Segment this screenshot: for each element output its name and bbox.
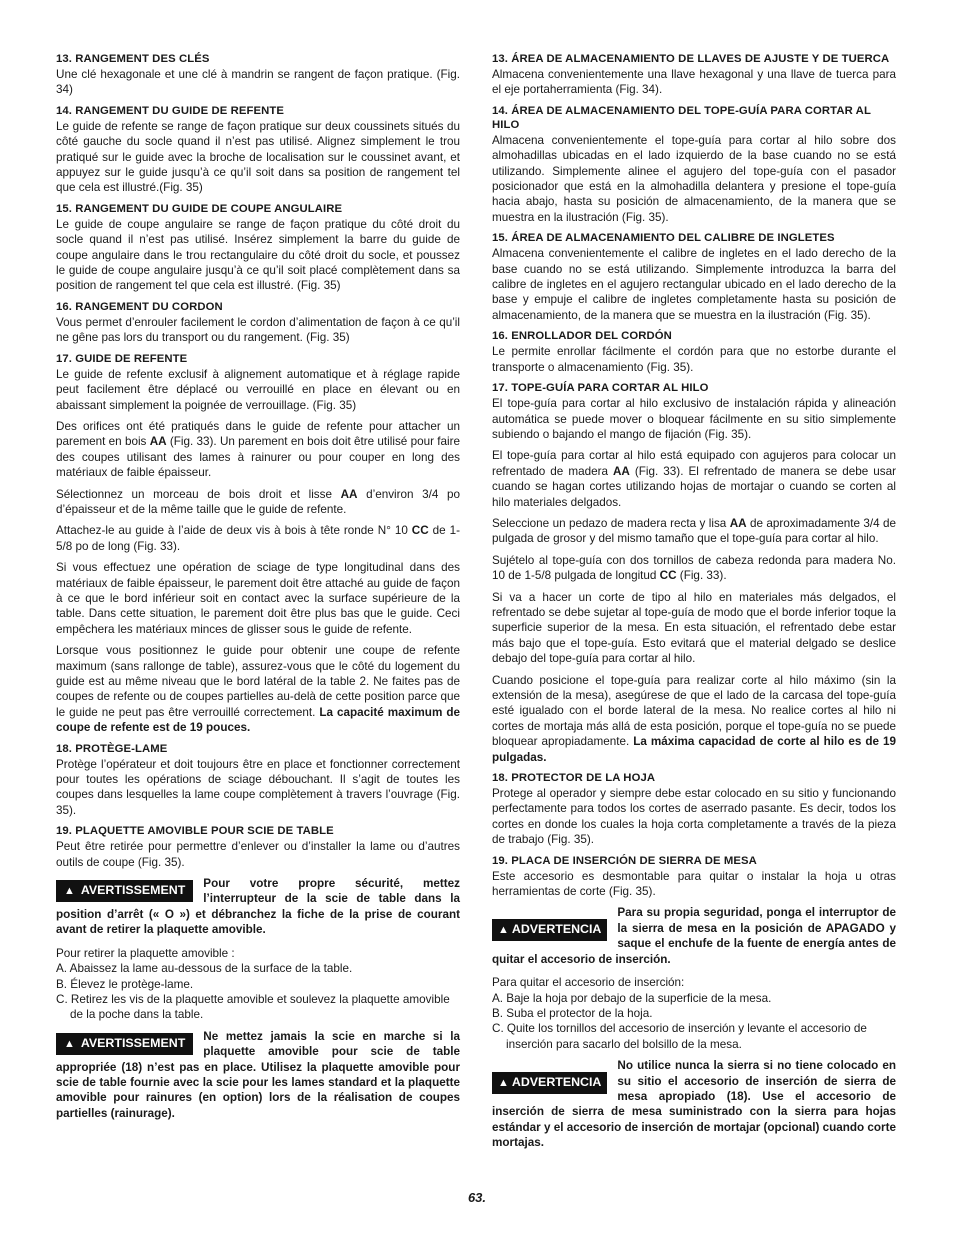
text-run: d’environ 3/4 po d’épaisseur et de la même taille que le guide de refente. [56,487,460,516]
fr-paragraph: Le guide de coupe angulaire se range de façon pratique du côté droit du socle quand il n’est pas utilisé. Insérez simplement la barre du guide de coupe angulaire dans le trou rectangulaire du côté droit du socle, et poussez le guide de coupe angulaire jusqu’à ce qu’il soit placé complètement dans sa position de rangement tel que cela est illustré. (Fig. 35) [56,217,460,293]
part-ref: AA [340,487,358,501]
es-section-16 [492,329,896,375]
warning-text: No utilice nunca la sierra si no tiene colocado en su sitio el accesorio de inserción de sierra de mesa apropiado (18). Use el accesorio de inserción de sierra de mesa suministrado con la sierra para hojas estándar y el accesorio de inserción de mortajar (opcional) cuando corte mortajas. [492,1059,896,1150]
es-heading-15: 15. ÁREA DE ALMACENAMIENTO DEL CALIBRE DE INGLETES [492,232,835,245]
es-steps-intro: Para quitar el accesorio de inserción: [492,976,685,990]
fr-heading-16: 16. RANGEMENT DU CORDON [56,300,223,313]
fr-warning-1 [56,876,460,938]
es-warning-1 [492,905,896,967]
es-paragraph: Almacena convenientemente una llave hexagonal y una llave de tuerca para el eje portaherramienta (Fig. 34). [492,68,896,97]
warning-text: Ne mettez jamais la scie en marche si la plaquette amovible pour scie de table appropriée (18) n’est pas en place. Utilisez la plaquette amovible pour scie de table fournie avec la scie pour les lames standard et la plaquette amovible pour rainures (en option) lors de la réalisation de coupes partielles (rainurage). [56,1029,460,1120]
text-run: Cuando posicione el tope-guía para realizar corte al hilo máximo (sin la extensión de la mesa), asegúrese de que el lado de la carcasa del tope-guía esté igualado con el borde lateral de la mesa. No realice cortes al hilo ni cortes de mortaja más allá de esta posición, porque el tope-guía no se puede bloquear apropiadamente. [492,673,896,749]
part-ref: CC [659,569,677,583]
list-item: B. Élevez le protège-lame. [56,977,194,991]
es-paragraph [492,553,896,584]
fr-heading-14: 14. RANGEMENT DU GUIDE DE REFENTE [56,104,285,117]
text-run: de 1-5/8 po de long (Fig. 33). [56,524,460,553]
text-run: Lorsque vous positionnez le guide pour obtenir une coupe de refente maximum (sans rallonge de table), assurez-vous que le côté du logement du guide est au même niveau que le bord latéral de la table 2. Ne faites pas de coupes de refente ou de coupes partielles au-delà de cette position parce que le guide ne peut pas être verrouillé correctement. [56,644,460,719]
es-paragraph: Protege al operador y siempre debe estar colocado en su sitio y funcionando perfectamente para todos los cortes de aserrado pasante. Es decir, todos los cortes en donde los cuales la hoja corta completamente a través de la pieza de trabajo (Fig. 35). [492,787,896,847]
fr-heading-15: 15. RANGEMENT DU GUIDE DE COUPE ANGULAIRE [56,202,343,215]
es-warning-2 [492,1058,896,1150]
bold-run: La máxima capacidad de corte al hilo es de 19 pulgadas. [492,735,896,764]
es-heading-18: 18. PROTECTOR DE LA HOJA [492,772,656,785]
es-section-19 [492,854,896,1151]
part-ref: CC [411,524,429,538]
es-heading-19: 19. PLACA DE INSERCIÓN DE SIERRA DE MESA [492,854,757,867]
text-run: (Fig. 33). [676,569,727,583]
es-heading-17: 17. TOPE-GUÍA PARA CORTAR AL HILO [492,382,709,395]
fr-paragraph: Protège l’opérateur et doit toujours être en place et fonctionner correctement pour toutes les opérations de sciage débouchant. Il s’agit de toutes les coupes dans lesquelles la lame coupe complètement à travers l’ouvrage (Fig. 35). [56,757,460,817]
text-run: Attachez-le au guide à l’aide de deux vis à bois à tête ronde N° 10 [56,524,412,538]
warning-label: ADVERTENCIA [511,922,602,937]
list-item: C. Quite los tornillos del accesorio de inserción y levante el accesorio de inserción para sacarlo del bolsillo de la mesa. [492,1022,867,1051]
es-heading-13: 13. ÁREA DE ALMACENAMIENTO DE LLAVES DE AJUSTE Y DE TUERCA [492,53,890,65]
warning-badge [492,1072,607,1094]
es-heading-16: 16. ENROLLADOR DEL CORDÓN [492,330,672,343]
part-ref: AA [149,435,167,449]
es-paragraph: Almacena convenientemente el calibre de ingletes en el lado derecho de la base cuando no se está utilizando. Simplemente introduzca la barra del calibre de ingletes en el agujero rectangular ubicado en el lado derecho de la base y empuje el calibre de ingletes completamente hasta su posición de almacenamiento, de la manera que se muestra en la ilustración (Fig. 35). [492,247,896,322]
es-paragraph: Le permite enrollar fácilmente el cordón para que no estorbe durante el transporte o almacenamiento (Fig. 35). [492,345,896,374]
fr-section-17 [56,352,460,736]
es-section-18 [492,771,896,848]
fr-heading-18: 18. PROTÈGE-LAME [56,742,168,755]
text-run: de aproximadamente 3/4 de pulgada de grosor y del mismo tamaño que el tope-guía para cortar al hilo. [492,516,896,546]
es-paragraph [492,516,896,547]
warning-triangle-icon: ▲ [64,1037,75,1050]
fr-warning-2 [56,1029,460,1121]
warning-badge [56,880,193,902]
es-section-17 [492,381,896,765]
es-section-14 [492,104,896,225]
es-section-13 [492,52,896,98]
list-item: A. Abaissez la lame au-dessous de la surface de la table. [56,962,353,976]
text-run: El tope-guía para cortar al hilo está equipado con agujeros para colocar un refrentado de madera [492,449,896,478]
warning-label: AVERTISSEMENT [80,1035,186,1050]
warning-triangle-icon: ▲ [498,924,509,937]
fr-paragraph: Le guide de refente exclusif à alignement automatique et à réglage rapide peut facilement être déplacé ou verrouillé en place en élevant ou en abaissant simplement la poignée de verrouillage. (Fig. 35) [56,367,460,412]
part-ref: AA [612,464,630,478]
es-paragraph: Este accesorio es desmontable para quitar o instalar la hoja u otras herramientas de corte (Fig. 35). [492,869,896,899]
page-number: 63. [467,1190,487,1205]
fr-section-15 [56,202,460,294]
text-run: Sélectionnez un morceau de bois droit et lisse [56,487,341,501]
fr-section-19 [56,824,460,1121]
es-paragraph: Si va a hacer un corte de tipo al hilo en materiales más delgados, el refrentado se debe sujetar al tope-guía de modo que el borde inferior toque la superficie superior de la mesa. En esta situación, el refrentado debe estar más bajo que el tope-guía. Esto evitará que el material delgado se deslice debajo del tope-guía para cortar al hilo. [492,590,896,666]
warning-label: ADVERTENCIA [511,1075,602,1090]
spanish-column [492,52,896,1159]
fr-heading-13: 13. RANGEMENT DES CLÉS [56,53,210,65]
french-column [56,52,460,1129]
fr-steps-intro: Pour retirer la plaquette amovible : [56,946,235,960]
fr-paragraph [56,523,460,554]
text-run: (Fig. 33). El refrentado de manera se debe usar cuando se hagan cortes utilizando hojas de mortajar o cuando se corten al hilo materiales delgados. [492,464,896,509]
warning-label: AVERTISSEMENT [80,883,186,898]
fr-paragraph [56,643,460,735]
fr-paragraph [56,487,460,518]
fr-paragraph: Vous permet d’enrouler facilement le cordon d’alimentation de façon à ce qu’il ne gêne pas lors du transport ou du rangement. (Fig. 35) [56,315,460,345]
warning-triangle-icon: ▲ [498,1077,509,1090]
warning-badge [492,919,607,941]
fr-section-18 [56,742,460,819]
text-run: Des orifices ont été pratiqués dans le guide de refente pour attacher un parement en bois [56,419,460,449]
fr-heading-17: 17. GUIDE DE REFENTE [56,352,188,365]
warning-badge [56,1033,193,1055]
list-item: B. Suba el protector de la hoja. [492,1006,653,1020]
fr-paragraph: Si vous effectuez une opération de sciage de type longitudinal dans des matériaux de faible épaisseur, le parement doit être attaché au guide de façon à ce que le bord inférieur soit en contact avec la surface supérieure de la table. Dans cette situation, le parement doit être plus bas que le guide. Ceci empêchera les matériaux minces de glisser sous le guide de refente. [56,561,460,636]
text-run: Seleccione un pedazo de madera recta y lisa [492,516,730,530]
es-paragraph: El tope-guía para cortar al hilo exclusivo de instalación rápida y alineación automática se puede mover o bloquear fácilmente en su sitio simplemente subiendo o bajando el mango de fijación (Fig. 35). [492,397,896,441]
es-paragraph [492,448,896,510]
es-paragraph: Almacena convenientemente el tope-guía para cortar al hilo sobre dos almohadillas ubicadas en el lado izquierdo de la base cuando no se está utilizando. Simplemente alinee el agujero del tope-guía con el pasador posicionador que está en la almohadilla delantera y presione el tope-guía hacia abajo, hasta su posición de almacenamiento, de la manera que se muestra en la ilustración (Fig. 35). [492,133,896,224]
es-heading-14: 14. ÁREA DE ALMACENAMIENTO DEL TOPE-GUÍA PARA CORTAR AL HILO [492,104,871,131]
warning-triangle-icon: ▲ [64,885,75,898]
text-run: (Fig. 33). Un parement en bois doit être utilisé pour faire des coupes utilisant des lames à rainurer ou pour couper en long des matériaux de faible épaisseur. [56,435,461,480]
list-item: C. Retirez les vis de la plaquette amovible et soulevez la plaquette amovible de la poche dans la table. [56,992,450,1022]
part-ref: AA [729,516,747,530]
list-item: A. Baje la hoja por debajo de la superficie de la mesa. [492,991,772,1005]
fr-section-13 [56,52,460,98]
text-run: Sujételo al tope-guía con dos tornillos de cabeza redonda para madera No. 10 de 1-5/8 pulgada de longitud [492,553,896,583]
fr-section-16 [56,300,460,346]
es-section-15 [492,231,896,323]
fr-paragraph [56,419,460,481]
bold-run: La capacité maximum de coupe de refente est de 19 pouces. [56,705,460,735]
es-steps-list [492,991,896,1053]
fr-steps-list [56,961,460,1023]
fr-heading-19: 19. PLAQUETTE AMOVIBLE POUR SCIE DE TABLE [56,825,334,838]
warning-text: Pour votre propre sécurité, mettez l’interrupteur de la scie de table dans la position d’arrêt (« O ») et débranchez la fiche de la prise de courant avant de retirer la plaquette amovible. [56,877,460,937]
es-paragraph [492,673,896,765]
fr-section-14 [56,104,460,196]
fr-paragraph: Une clé hexagonale et une clé à mandrin se rangent de façon pratique. (Fig. 34) [56,68,460,97]
warning-text: Para su propia seguridad, ponga el interruptor de la sierra de mesa en la posición de APAGADO y saque el enchufe de la fuente de energía antes de quitar el accesorio de inserción. [492,906,896,966]
fr-paragraph: Peut être retirée pour permettre d’enlever ou d’installer la lame ou d’autres outils de coupe (Fig. 35). [56,840,460,869]
fr-paragraph: Le guide de refente se range de façon pratique sur deux coussinets situés du côté gauche du socle quand il n’est pas utilisé. Alignez simplement le trou pratiqué sur le guide avec la broche de localisation sur le coussinet avant, et appuyez sur le guide jusqu’à ce qu’il soit dans sa position de rangement tel que cela est illustré.(Fig. 35) [56,119,460,195]
